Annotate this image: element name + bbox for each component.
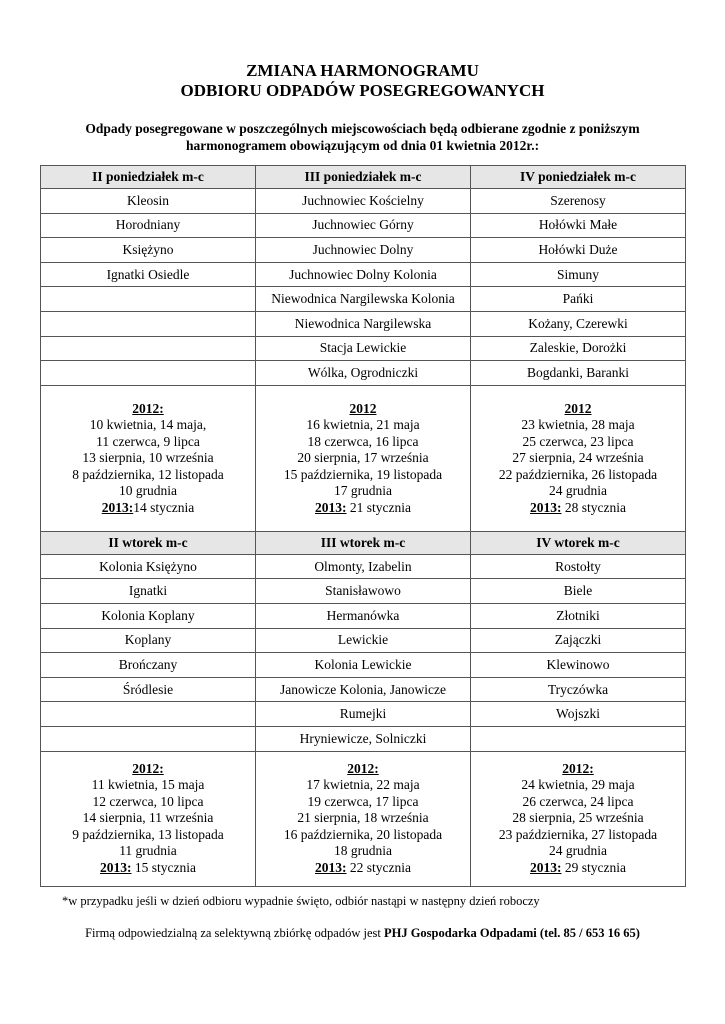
locality-cell: Pańki bbox=[471, 287, 686, 312]
tuesday-header-row bbox=[41, 531, 686, 554]
dates-cell bbox=[41, 751, 256, 886]
next-year-label: 2013: bbox=[100, 859, 132, 875]
monday-header-row bbox=[41, 166, 686, 189]
locality-cell: Hryniewicze, Solniczki bbox=[256, 726, 471, 751]
next-year-line bbox=[43, 860, 253, 877]
locality-cell bbox=[41, 311, 256, 336]
next-year-date: 15 stycznia bbox=[131, 859, 196, 875]
locality-cell bbox=[41, 336, 256, 361]
intro-line: Odpady posegregowane w poszczególnych miejscowościach będą odbierane zgodnie z poniższym bbox=[85, 121, 640, 136]
date-line: 10 kwietnia, 14 maja, bbox=[89, 417, 207, 432]
table-row bbox=[41, 603, 686, 628]
table-row bbox=[41, 726, 686, 751]
date-line: 25 czerwca, 23 lipca bbox=[522, 433, 634, 449]
locality-cell: Śródlesie bbox=[41, 677, 256, 702]
date-line: 16 października, 20 listopada bbox=[283, 826, 443, 842]
locality-cell: Lewickie bbox=[256, 628, 471, 653]
table-row bbox=[41, 628, 686, 653]
locality-cell: Olmonty, Izabelin bbox=[256, 554, 471, 579]
locality-cell: Kolonia Lewickie bbox=[256, 653, 471, 678]
next-year-date: 29 stycznia bbox=[561, 859, 626, 875]
footer-line bbox=[0, 926, 725, 941]
date-line: 11 kwietnia, 15 maja bbox=[91, 777, 205, 793]
locality-cell: Niewodnica Nargilewska bbox=[256, 311, 471, 336]
date-line: 22 października, 26 listopada bbox=[498, 466, 658, 482]
locality-cell: Złotniki bbox=[471, 603, 686, 628]
locality-cell: Simuny bbox=[471, 262, 686, 287]
table-row bbox=[41, 238, 686, 263]
locality-cell: Bogdanki, Baranki bbox=[471, 361, 686, 386]
dates-cell bbox=[471, 385, 686, 531]
locality-cell: Stacja Lewickie bbox=[256, 336, 471, 361]
year-label: 2012: bbox=[347, 760, 379, 776]
date-line: 27 sierpnia, 24 września bbox=[512, 450, 644, 465]
locality-cell bbox=[41, 361, 256, 386]
date-line: 15 października, 19 listopada bbox=[283, 466, 443, 482]
date-line: 26 czerwca, 24 lipca bbox=[522, 793, 634, 809]
date-line: 9 października, 13 listopada bbox=[72, 826, 224, 842]
locality-cell: Kolonia Koplany bbox=[41, 603, 256, 628]
holiday-note: *w przypadku jeśli w dzień odbioru wypadnie święto, odbiór nastąpi w następny dzień roboczy bbox=[62, 894, 540, 908]
date-line: 14 sierpnia, 11 września bbox=[82, 810, 214, 826]
table-row bbox=[41, 361, 686, 386]
next-year-label: 2013: bbox=[315, 859, 347, 875]
table-row bbox=[41, 336, 686, 361]
locality-cell: Kleosin bbox=[41, 189, 256, 214]
date-line: 11 czerwca, 9 lipca bbox=[96, 433, 200, 449]
next-year-label: 2013: bbox=[530, 499, 562, 515]
table-row bbox=[41, 189, 686, 214]
table-row bbox=[41, 702, 686, 727]
company-contact: PHJ Gospodarka Odpadami (tel. 85 / 653 16 65) bbox=[383, 926, 640, 940]
dates-cell bbox=[41, 385, 256, 531]
locality-cell: Zaleskie, Dorożki bbox=[471, 336, 686, 361]
next-year-label: 2013: bbox=[315, 499, 347, 515]
table-row bbox=[41, 287, 686, 312]
locality-cell: Hołówki Małe bbox=[471, 213, 686, 238]
document-title: ZMIANA HARMONOGRAMU bbox=[246, 61, 479, 80]
next-year-line bbox=[258, 860, 468, 877]
next-year-date: 22 stycznia bbox=[346, 859, 411, 875]
locality-cell: Juchnowiec Górny bbox=[256, 213, 471, 238]
column-header: II poniedziałek m-c bbox=[41, 166, 256, 189]
locality-cell: Horodniany bbox=[41, 213, 256, 238]
locality-cell: Hermanówka bbox=[256, 603, 471, 628]
locality-cell: Wojszki bbox=[471, 702, 686, 727]
next-year-line bbox=[473, 860, 683, 877]
next-year-line bbox=[258, 500, 468, 517]
locality-cell: Janowicze Kolonia, Janowicze bbox=[256, 677, 471, 702]
date-line: 24 grudnia bbox=[548, 483, 608, 498]
date-line: 12 czerwca, 10 lipca bbox=[92, 793, 204, 809]
dates-cell bbox=[471, 751, 686, 886]
locality-cell: Tryczówka bbox=[471, 677, 686, 702]
locality-cell: Hołówki Duże bbox=[471, 238, 686, 263]
date-line: 8 października, 12 listopada bbox=[72, 466, 224, 482]
table-row bbox=[41, 262, 686, 287]
tuesday-dates-row bbox=[41, 751, 686, 886]
date-line: 17 grudnia bbox=[333, 483, 393, 498]
year-label: 2012: bbox=[132, 400, 164, 416]
locality-cell: Biele bbox=[471, 579, 686, 604]
year-label: 2012 bbox=[564, 400, 592, 416]
date-line: 17 kwietnia, 22 maja bbox=[306, 777, 420, 793]
column-header: III poniedziałek m-c bbox=[256, 166, 471, 189]
column-header: III wtorek m-c bbox=[256, 531, 471, 554]
date-line: 20 sierpnia, 17 września bbox=[297, 450, 429, 465]
locality-cell: Kożany, Czerewki bbox=[471, 311, 686, 336]
date-line: 23 października, 27 listopada bbox=[498, 826, 658, 842]
locality-cell: Juchnowiec Dolny bbox=[256, 238, 471, 263]
date-line: 13 sierpnia, 10 września bbox=[82, 450, 214, 465]
table-row bbox=[41, 677, 686, 702]
table-row bbox=[41, 311, 686, 336]
date-line: 18 czerwca, 16 lipca bbox=[307, 433, 419, 449]
next-year-label: 2013: bbox=[530, 859, 562, 875]
locality-cell bbox=[41, 702, 256, 727]
table-row bbox=[41, 554, 686, 579]
locality-cell: Stanisławowo bbox=[256, 579, 471, 604]
table-row bbox=[41, 579, 686, 604]
locality-cell bbox=[41, 726, 256, 751]
date-line: 24 grudnia bbox=[548, 843, 608, 859]
date-line: 24 kwietnia, 29 maja bbox=[521, 777, 635, 793]
footer-text: Firmą odpowiedzialną za selektywną zbiórkę odpadów jest bbox=[85, 926, 384, 940]
schedule-table bbox=[40, 165, 686, 887]
next-year-date: 14 stycznia bbox=[133, 499, 195, 515]
next-year-line bbox=[473, 500, 683, 517]
dates-cell bbox=[256, 385, 471, 531]
locality-cell: Wólka, Ogrodniczki bbox=[256, 361, 471, 386]
column-header: II wtorek m-c bbox=[41, 531, 256, 554]
next-year-line bbox=[43, 500, 253, 517]
locality-cell: Koplany bbox=[41, 628, 256, 653]
locality-cell: Klewinowo bbox=[471, 653, 686, 678]
dates-cell bbox=[256, 751, 471, 886]
date-line: 11 grudnia bbox=[119, 843, 177, 859]
locality-cell: Księżyno bbox=[41, 238, 256, 263]
locality-cell: Rostołty bbox=[471, 554, 686, 579]
locality-cell: Niewodnica Nargilewska Kolonia bbox=[256, 287, 471, 312]
table-row bbox=[41, 213, 686, 238]
locality-cell: Brończany bbox=[41, 653, 256, 678]
year-label: 2012 bbox=[349, 400, 377, 416]
year-label: 2012: bbox=[562, 760, 594, 776]
locality-cell bbox=[471, 726, 686, 751]
date-line: 18 grudnia bbox=[333, 843, 393, 859]
locality-cell: Juchnowiec Kościelny bbox=[256, 189, 471, 214]
date-line: 16 kwietnia, 21 maja bbox=[306, 417, 420, 432]
next-year-date: 21 stycznia bbox=[346, 499, 411, 515]
year-label: 2012: bbox=[132, 760, 164, 776]
date-line: 10 grudnia bbox=[118, 483, 178, 498]
locality-cell: Rumejki bbox=[256, 702, 471, 727]
intro-paragraph bbox=[40, 120, 685, 154]
date-line: 28 sierpnia, 25 września bbox=[512, 810, 644, 826]
document-subtitle: ODBIORU ODPADÓW POSEGREGOWANYCH bbox=[180, 81, 545, 100]
intro-line: harmonogramem obowiązującym od dnia 01 kwietnia 2012r.: bbox=[185, 138, 540, 153]
next-year-date: 28 stycznia bbox=[561, 499, 626, 515]
date-line: 19 czerwca, 17 lipca bbox=[307, 793, 419, 809]
next-year-label: 2013: bbox=[101, 499, 134, 515]
column-header: IV wtorek m-c bbox=[471, 531, 686, 554]
column-header: IV poniedziałek m-c bbox=[471, 166, 686, 189]
locality-cell: Ignatki Osiedle bbox=[41, 262, 256, 287]
locality-cell: Juchnowiec Dolny Kolonia bbox=[256, 262, 471, 287]
locality-cell: Szerenosy bbox=[471, 189, 686, 214]
locality-cell: Ignatki bbox=[41, 579, 256, 604]
locality-cell bbox=[41, 287, 256, 312]
locality-cell: Zajączki bbox=[471, 628, 686, 653]
date-line: 23 kwietnia, 28 maja bbox=[521, 417, 635, 432]
monday-dates-row bbox=[41, 385, 686, 531]
date-line: 21 sierpnia, 18 września bbox=[297, 810, 429, 826]
table-row bbox=[41, 653, 686, 678]
locality-cell: Kolonia Księżyno bbox=[41, 554, 256, 579]
